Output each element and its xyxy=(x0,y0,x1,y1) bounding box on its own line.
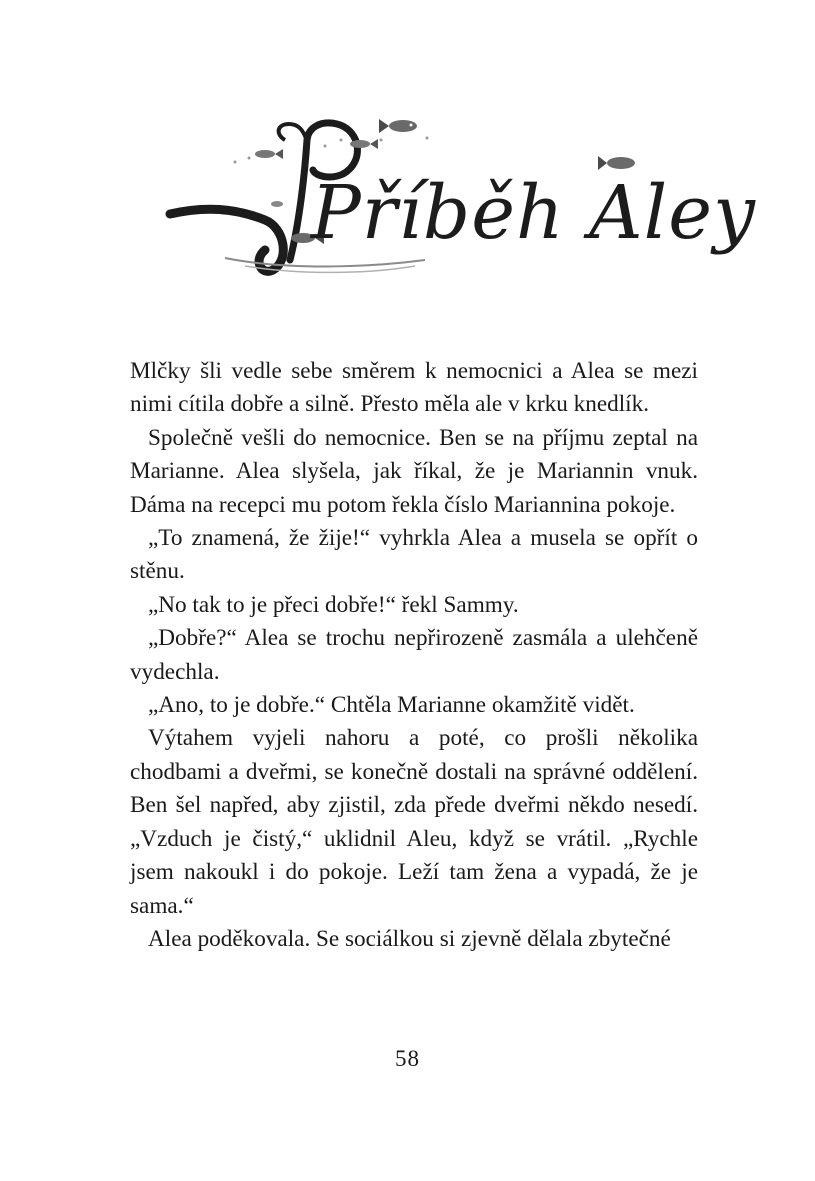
chapter-body xyxy=(130,355,698,956)
fish-icon xyxy=(271,201,283,207)
bubbles-icon xyxy=(234,137,429,164)
fish-icon xyxy=(379,119,417,133)
chapter-title-illustration xyxy=(165,110,756,280)
fish-icon xyxy=(255,149,283,159)
fish-icon xyxy=(598,156,635,170)
paragraph: „No tak to je přeci dobře!“ řekl Sammy. xyxy=(148,591,519,618)
chapter-title: Příběh Aley xyxy=(311,170,756,256)
paragraph: „Dobře?“ Alea se trochu nepřirozeně zasmála a ulehčeně vydechla. xyxy=(130,625,698,685)
paragraph: „Ano, to je dobře.“ Chtěla Marianne okamžitě vidět. xyxy=(148,692,635,719)
paragraph: Alea poděkovala. Se sociálkou si zjevně dělala zbytečné xyxy=(148,925,671,952)
paragraph: „To znamená, že žije!“ vyhrkla Alea a musela se opřít o stěnu. xyxy=(130,525,698,585)
paragraph: Mlčky šli vedle sebe směrem k nemocnici a Alea se mezi nimi cítila dobře a silně. Přesto měla ale v krku knedlík. xyxy=(130,358,698,418)
wave-ribbon xyxy=(170,209,283,271)
letter-p-curl xyxy=(279,124,307,140)
paragraph: Výtahem vyjeli nahoru a poté, co prošli několika chodbami a dveřmi, se konečně dostali na správné oddělení. Ben šel napřed, aby zjistil, zda přede dveřmi někdo nesedí. „Vzduch je čistý,“ uklidnil Aleu, když se vrátil. „Rychle jsem nakoukl i do pokoje. Leží tam žena a vypadá, že je sama.“ xyxy=(130,725,698,919)
page-number: 58 xyxy=(395,1046,420,1071)
paragraph: Společně vešli do nemocnice. Ben se na příjmu zeptal na Marianne. Alea slyšela, jak říkal, že je Mariannin vnuk. Dáma na recepci mu potom řekla číslo Mariannina pokoje. xyxy=(130,424,698,518)
